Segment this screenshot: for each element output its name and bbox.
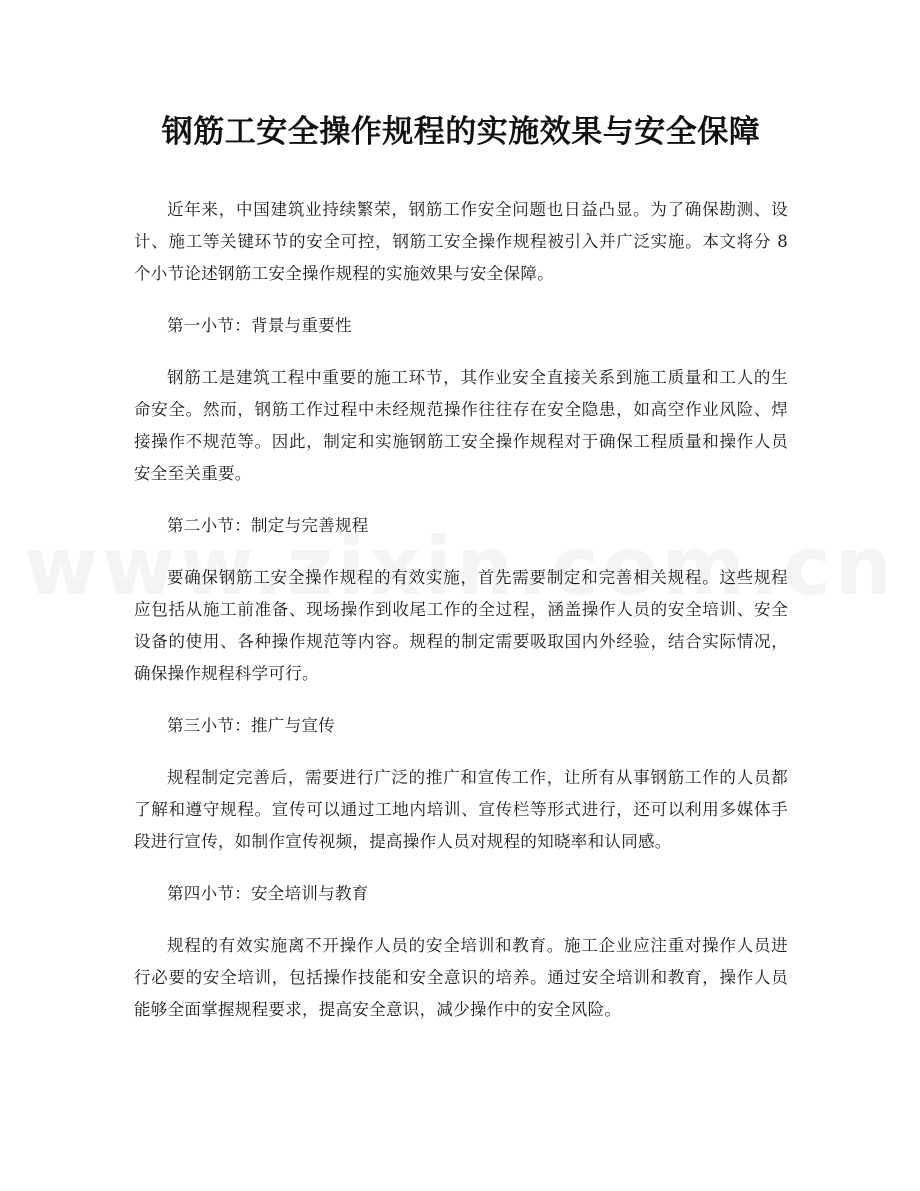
section-3-body: 规程制定完善后，需要进行广泛的推广和宣传工作，让所有从事钢筋工作的人员都了解和遵守规程。宣传可以通过工地内培训、宣传栏等形式进行，还可以利用多媒体手段进行宣传，如制作宣传视频，提高操作人员对规程的知晓率和认同感。 <box>134 768 788 851</box>
section-1-heading: 第一小节：背景与重要性 <box>167 316 352 335</box>
document-title: 钢筋工安全操作规程的实施效果与安全保障 <box>161 114 761 150</box>
section-2-heading: 第二小节：制定与完善规程 <box>167 516 369 535</box>
section-1-body: 钢筋工是建筑工程中重要的施工环节，其作业安全直接关系到施工质量和工人的生命安全。然而，钢筋工作过程中未经规范操作往往存在安全隐患，如高空作业风险、焊接操作不规范等。因此，制定和实施钢筋工安全操作规程对于确保工程质量和操作人员安全至关重要。 <box>134 368 788 483</box>
section-2-body: 要确保钢筋工安全操作规程的有效实施，首先需要制定和完善相关规程。这些规程应包括从施工前准备、现场操作到收尾工作的全过程，涵盖操作人员的安全培训、安全设备的使用、各种操作规范等内容。规程的制定需要吸取国内外经验，结合实际情况，确保操作规程科学可行。 <box>134 568 788 683</box>
section-4-body: 规程的有效实施离不开操作人员的安全培训和教育。施工企业应注重对操作人员进行必要的安全培训，包括操作技能和安全意识的培养。通过安全培训和教育，操作人员能够全面掌握规程要求，提高安全意识，减少操作中的安全风险。 <box>134 936 788 1019</box>
intro-paragraph: 近年来，中国建筑业持续繁荣，钢筋工作安全问题也日益凸显。为了确保勘测、设计、施工等关键环节的安全可控，钢筋工安全操作规程被引入并广泛实施。本文将分 8 个小节论述钢筋工安全操作规程的实施效果与安全保障。 <box>134 200 788 283</box>
section-3-heading: 第三小节：推广与宣传 <box>167 716 335 735</box>
section-4-heading: 第四小节：安全培训与教育 <box>167 884 369 903</box>
